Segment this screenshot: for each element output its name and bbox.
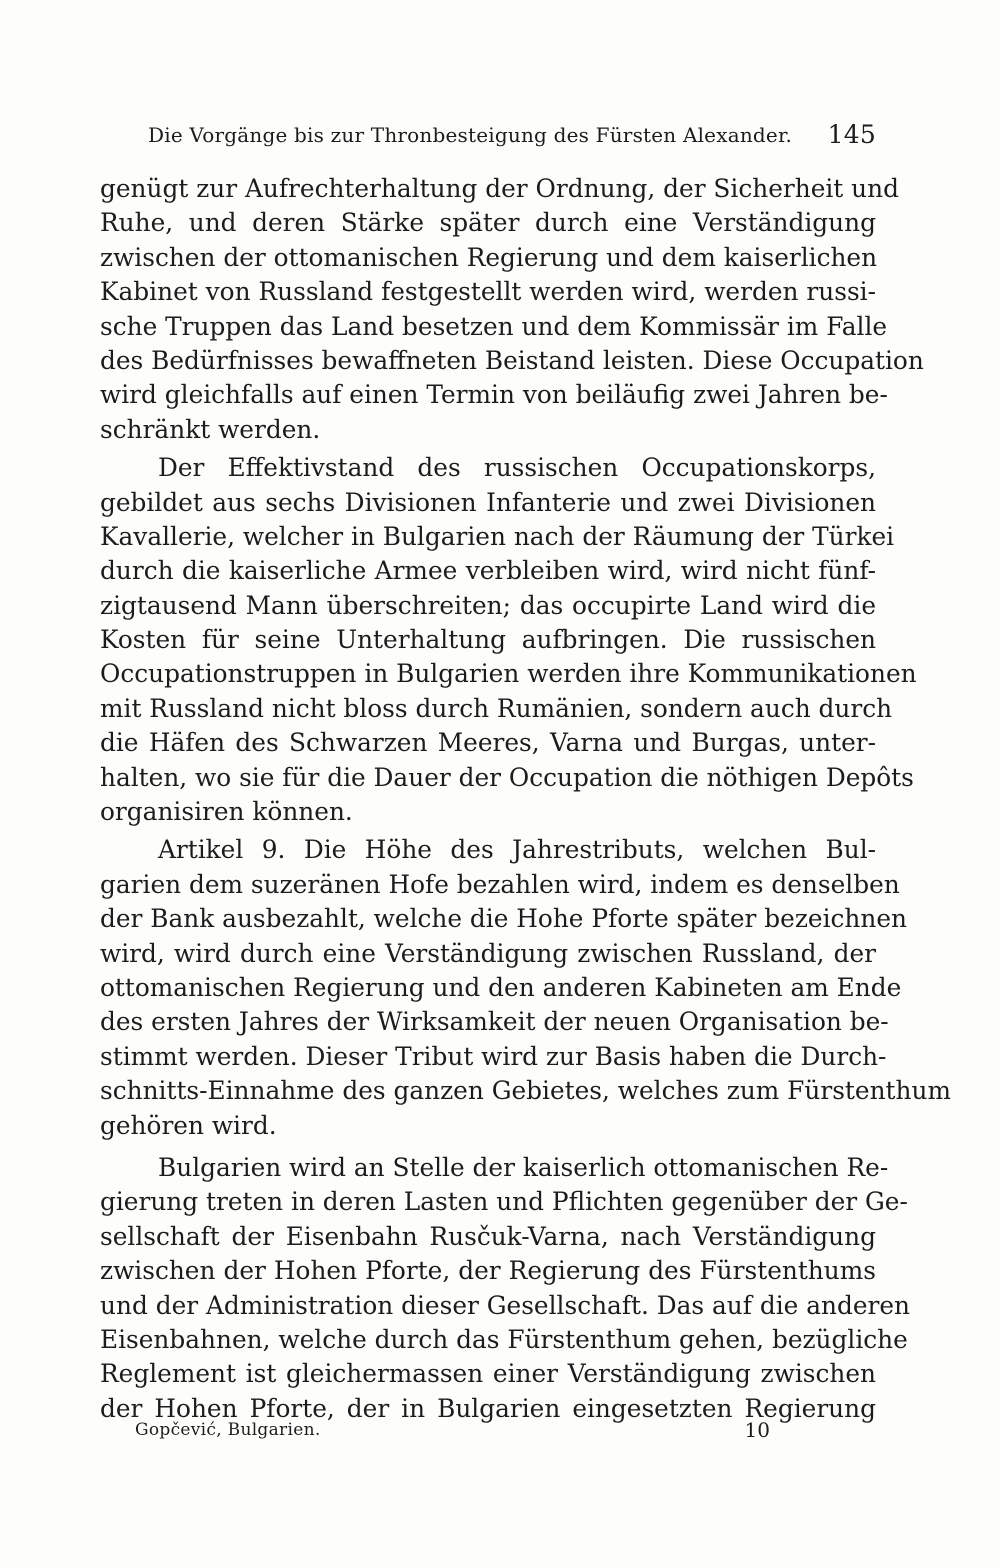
footer-author-title: Gopčević, Bulgarien. xyxy=(135,1420,321,1440)
text-line: der Hohen Pforte, der in Bulgarien eingesetzten Regierung xyxy=(100,1393,876,1423)
paragraph-gap xyxy=(100,1143,876,1151)
text-line: zwischen der Hohen Pforte, der Regierung des Fürstenthums xyxy=(100,1256,876,1286)
text-line: ottomanischen Regierung und den anderen Kabineten am Ende xyxy=(100,972,902,1002)
page-number: 145 xyxy=(827,120,876,149)
text-line: mit Russland nicht bloss durch Rumänien, sondern auch durch xyxy=(100,693,893,723)
text-line: sellschaft der Eisenbahn Rusčuk-Varna, nach Verständigung xyxy=(100,1221,876,1251)
text-line: garien dem suzeränen Hofe bezahlen wird, indem es denselben xyxy=(100,869,900,899)
text-line: halten, wo sie für die Dauer der Occupation die nöthigen Depôts xyxy=(100,762,914,792)
text-line: Eisenbahnen, welche durch das Fürstenthum gehen, bezügliche xyxy=(100,1324,908,1354)
text-line: Der Effektivstand des russischen Occupationskorps, xyxy=(158,453,876,483)
text-line: die Häfen des Schwarzen Meeres, Varna und Burgas, unter- xyxy=(100,728,876,758)
text-line: gehören wird. xyxy=(100,1110,277,1140)
text-line: wird, wird durch eine Verständigung zwischen Russland, der xyxy=(100,938,876,968)
text-line: Reglement ist gleichermassen einer Verständigung zwischen xyxy=(100,1359,876,1389)
text-line: des Bedürfnisses bewaffneten Beistand leisten. Diese Occupation xyxy=(100,345,924,375)
text-line: Ruhe, und deren Stärke später durch eine Verständigung xyxy=(100,208,876,238)
text-line: gebildet aus sechs Divisionen Infanterie und zwei Divisionen xyxy=(100,487,876,517)
text-line: Kosten für seine Unterhaltung aufbringen. Die russischen xyxy=(100,625,876,655)
text-line: genügt zur Aufrechterhaltung der Ordnung, der Sicherheit und xyxy=(100,174,899,203)
body-text xyxy=(100,172,951,1426)
text-line: Kabinet von Russland festgestellt werden wird, werden russi- xyxy=(100,277,876,307)
text-line: Bulgarien wird an Stelle der kaiserlich ottomanischen Re- xyxy=(158,1152,889,1182)
text-line: organisiren können. xyxy=(100,797,353,827)
running-header xyxy=(148,118,876,152)
text-line: stimmt werden. Dieser Tribut wird zur Basis haben die Durch- xyxy=(100,1041,887,1071)
running-header-title: Die Vorgänge bis zur Thronbesteigung des Fürsten Alexander. xyxy=(148,123,793,147)
signature-mark: 10 xyxy=(744,1418,770,1442)
text-line: schränkt werden. xyxy=(100,414,321,444)
text-line: und der Administration dieser Gesellschaft. Das auf die anderen xyxy=(100,1290,910,1320)
text-line: schnitts-Einnahme des ganzen Gebietes, welches zum Fürstenthum xyxy=(100,1076,951,1106)
text-line: gierung treten in deren Lasten und Pflichten gegenüber der Ge- xyxy=(100,1187,908,1217)
text-line: Artikel 9. Die Höhe des Jahrestributs, welchen Bul- xyxy=(158,835,876,865)
text-line: zigtausend Mann überschreiten; das occupirte Land wird die xyxy=(100,590,876,620)
page-footer xyxy=(135,1415,770,1445)
text-line: sche Truppen das Land besetzen und dem Kommissär im Falle xyxy=(100,311,888,341)
text-line: des ersten Jahres der Wirksamkeit der neuen Organisation be- xyxy=(100,1007,889,1037)
text-line: der Bank ausbezahlt, welche die Hohe Pforte später bezeichnen xyxy=(100,904,907,934)
text-line: Occupationstruppen in Bulgarien werden ihre Kommunikationen xyxy=(100,659,917,689)
text-line: Kavallerie, welcher in Bulgarien nach der Räumung der Türkei xyxy=(100,521,895,551)
text-line: wird gleichfalls auf einen Termin von beiläufig zwei Jahren be- xyxy=(100,380,888,410)
text-line: zwischen der ottomanischen Regierung und dem kaiserlichen xyxy=(100,242,878,272)
text-line: durch die kaiserliche Armee verbleiben wird, wird nicht fünf- xyxy=(100,556,876,586)
